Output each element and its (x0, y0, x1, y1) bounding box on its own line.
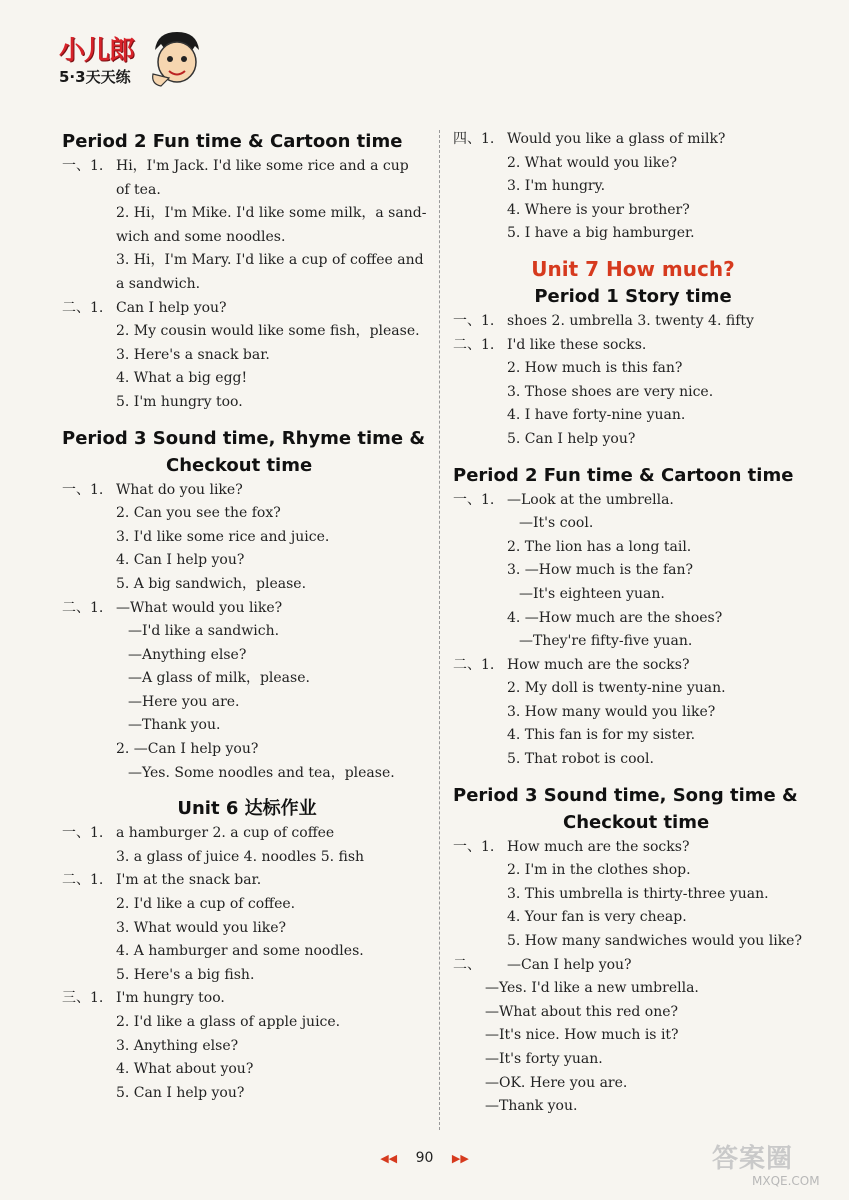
answer-text: I'm hungry too. (116, 990, 225, 1007)
question-number: 二、1. (453, 656, 495, 673)
dialogue-line: —Thank you. (485, 1098, 578, 1115)
question-number: 二、 (453, 956, 481, 973)
answer-line (62, 869, 432, 893)
dialogue-line: —It's forty yuan. (485, 1051, 603, 1067)
answer-line: 4. A hamburger and some noodles. (116, 943, 364, 960)
answer-line: 5. How many sandwiches would you like? (507, 933, 802, 950)
question-number: 一、1. (62, 825, 104, 842)
logo-title: 小儿郎 (59, 36, 135, 66)
brand-logo (55, 28, 205, 90)
cartoon-boy-icon (147, 28, 205, 88)
answer-line (453, 310, 813, 334)
answer-line: 3. Those shoes are very nice. (507, 383, 714, 400)
answer-line (453, 128, 813, 152)
dialogue-line: —A glass of milk，please. (128, 670, 310, 687)
answer-line: 2. —Can I help you? (116, 741, 259, 758)
answer-line: 3. Hi，I'm Mary. I'd like a cup of coffee and (116, 252, 424, 269)
answer-text: a hamburger 2. a cup of coffee (116, 825, 335, 842)
dialogue-line: —It's nice. How much is it? (485, 1027, 679, 1044)
dialogue-line: —OK. Here you are. (485, 1074, 628, 1091)
answer-line: 2. I'm in the clothes shop. (507, 862, 691, 879)
question-number: 二、1. (62, 299, 104, 316)
answer-text: Can I help you? (116, 299, 227, 316)
prev-arrows-icon: ◀◀ (380, 1152, 398, 1165)
answer-text: How much are the socks? (507, 838, 690, 855)
answer-line: 5. Here's a big fish. (116, 966, 255, 983)
question-number: 二、1. (453, 336, 495, 353)
answer-line: 4. Your fan is very cheap. (507, 909, 687, 926)
answer-line (453, 654, 813, 678)
question-number: 一、1. (453, 312, 495, 329)
dialogue-line: —What about this red one? (485, 1003, 679, 1020)
section-heading: Unit 6 达标作业 (177, 798, 317, 820)
dialogue-line: —They're fifty-five yuan. (519, 633, 693, 650)
answer-text: shoes 2. umbrella 3. twenty 4. fifty (507, 312, 754, 329)
dialogue-line: —Thank you. (128, 717, 221, 734)
answer-line: 5. A big sandwich，please. (116, 575, 307, 592)
answer-line: 2. Can you see the fox? (116, 505, 281, 522)
answer-line: 2. What would you like? (507, 154, 677, 171)
answer-text: —What would you like? (116, 599, 283, 616)
section-heading: Period 2 Fun time & Cartoon time (453, 464, 794, 486)
answer-line (62, 297, 432, 321)
answer-line: 2. My cousin would like some fish，please. (116, 323, 420, 340)
answer-line-wrap: of tea. (116, 181, 161, 198)
answer-line: 4. What a big egg! (116, 370, 248, 387)
answer-line: 4. I have forty-nine yuan. (507, 407, 686, 424)
answer-line: 2. My doll is twenty-nine yuan. (507, 680, 726, 697)
answer-line: 3. What would you like? (116, 919, 286, 936)
answer-text: I'd like these socks. (507, 336, 647, 353)
answer-line (62, 155, 432, 179)
answer-text: —Look at the umbrella. (507, 491, 674, 508)
section-heading: Period 1 Story time (534, 285, 732, 307)
answer-line: 4. —How much are the shoes? (507, 609, 723, 626)
answer-line: 5. I'm hungry too. (116, 393, 243, 410)
answer-text: I'm at the snack bar. (116, 872, 262, 889)
answer-line: 2. How much is this fan? (507, 360, 683, 377)
section-heading: Period 2 Fun time & Cartoon time (62, 131, 403, 152)
answer-line: 3. —How much is the fan? (507, 562, 694, 579)
section-heading: Period 3 Sound time, Rhyme time & (62, 427, 426, 449)
answer-line: 3. This umbrella is thirty-three yuan. (507, 885, 769, 902)
answer-text: What do you like? (116, 481, 243, 498)
unit-title: Unit 7 How much? (531, 256, 735, 281)
answer-line (62, 987, 432, 1011)
answer-line: 2. Hi，I'm Mike. I'd like some milk，a sand- (116, 205, 427, 222)
dialogue-line: —Anything else? (128, 646, 247, 663)
answer-text: Hi，I'm Jack. I'd like some rice and a cup (116, 158, 409, 174)
answer-line: 5. Can I help you? (507, 430, 636, 447)
question-number: 四、1. (453, 131, 495, 147)
answer-line: 4. Where is your brother? (507, 201, 690, 218)
answer-line-wrap: a sandwich. (116, 275, 201, 292)
page-number: 90 (415, 1150, 434, 1166)
dialogue-line: —It's eighteen yuan. (519, 585, 665, 602)
question-number: 二、1. (62, 872, 104, 889)
section-heading: Period 3 Sound time, Song time & (453, 784, 798, 806)
answer-line-wrap: wich and some noodles. (116, 228, 286, 245)
question-number: 三、1. (62, 990, 104, 1007)
question-number: 一、1. (62, 481, 104, 498)
answer-line: 3. a glass of juice 4. noodles 5. fish (116, 848, 365, 865)
next-arrows-icon: ▶▶ (451, 1152, 469, 1165)
answer-line (453, 334, 813, 358)
watermark-url: MXQE.COM (752, 1174, 820, 1188)
answer-line: 5. That robot is cool. (507, 751, 654, 768)
question-number: 一、1. (62, 158, 104, 174)
answer-line: 4. What about you? (116, 1061, 254, 1078)
answer-line: 3. Here's a snack bar. (116, 346, 270, 363)
answer-line (62, 597, 432, 621)
watermark-logo: 答案圈 (712, 1144, 794, 1174)
answer-line: 2. I'd like a cup of coffee. (116, 896, 296, 913)
answer-line (453, 954, 813, 978)
answer-line: 3. I'm hungry. (507, 178, 606, 195)
answers-left-column (62, 128, 432, 1105)
answer-line: 5. Can I help you? (116, 1084, 245, 1101)
dialogue-line: —It's cool. (519, 515, 594, 532)
answer-text: How much are the socks? (507, 656, 690, 673)
question-number: 一、1. (453, 491, 495, 508)
question-number: 二、1. (62, 599, 104, 616)
answer-text: —Can I help you? (507, 956, 632, 973)
answer-line (62, 822, 432, 846)
answer-line (62, 479, 432, 503)
answer-line: 3. I'd like some rice and juice. (116, 528, 330, 545)
answer-line: 4. This fan is for my sister. (507, 727, 696, 744)
answer-line: 2. The lion has a long tail. (507, 538, 692, 555)
answers-right-column (453, 128, 813, 1119)
answer-line (453, 489, 813, 513)
answer-line: 2. I'd like a glass of apple juice. (116, 1014, 341, 1030)
section-heading-cont: Checkout time (166, 454, 313, 476)
answer-text: Would you like a glass of milk? (507, 131, 726, 147)
dialogue-line: —I'd like a sandwich. (128, 623, 280, 640)
column-divider (439, 130, 440, 1130)
answer-line: 5. I have a big hamburger. (507, 225, 695, 242)
answer-line: 4. Can I help you? (116, 552, 245, 569)
section-heading-cont: Checkout time (563, 811, 710, 833)
answer-line: 3. How many would you like? (507, 703, 716, 720)
question-number: 一、1. (453, 838, 495, 855)
dialogue-line: —Here you are. (128, 693, 240, 710)
answer-line: 3. Anything else? (116, 1037, 239, 1054)
answer-line (453, 836, 813, 860)
logo-subtitle: 5·3天天练 (59, 68, 131, 86)
dialogue-line: —Yes. I'd like a new umbrella. (485, 980, 699, 997)
dialogue-line: —Yes. Some noodles and tea，please. (128, 764, 395, 781)
